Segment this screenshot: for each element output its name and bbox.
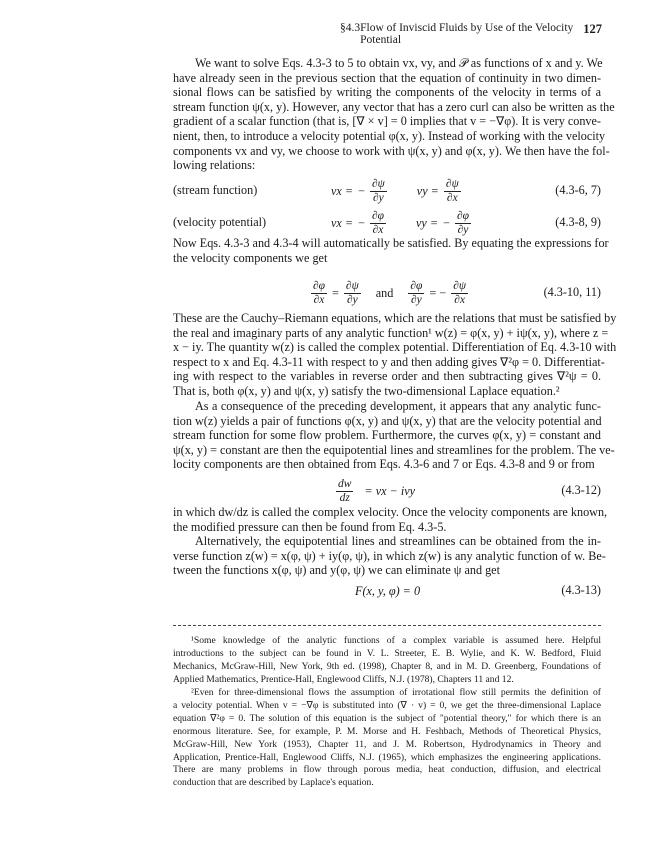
text-line: introductions to the subject can be found in V. L. Streeter, E. B. Wylie, and K. W. Bedford, Fluid	[173, 647, 601, 659]
text-line: the real and imaginary parts of any analytic function¹ w(z) = φ(x, y) + iψ(x, y), where z =	[173, 325, 609, 340]
text-line: x − iy. The quantity w(z) is called the complex potential. Differentiation of Eq. 4.3-10 with	[173, 340, 617, 355]
paragraph-cauchy-riemann	[173, 311, 617, 399]
text-line: ²Even for three-dimensional flows the assumption of irrotational flow still permits the definition of	[191, 687, 601, 698]
text-line: Now Eqs. 4.3-3 and 4.3-4 will automatically be satisfied. By equating the expressions for	[173, 236, 609, 250]
and-word: and	[375, 285, 394, 300]
fraction: $\frac{\partial\varphi}{\partial y}$	[410, 279, 423, 306]
lhs: vy =	[416, 183, 439, 198]
footnote-divider	[173, 625, 601, 626]
equation-complex-velocity	[173, 474, 601, 508]
equation-number: (4.3-12)	[561, 483, 601, 497]
text-line: have already seen in the previous section that the equation of continuity in two dimen-	[173, 70, 601, 85]
paragraph-alternatively	[173, 534, 606, 578]
equation-label: (stream function)	[173, 183, 258, 197]
text-line: tion w(z) yields a pair of functions φ(x, y) and ψ(x, y) that are the velocity potential and	[173, 413, 602, 428]
equation-number: (4.3-13)	[561, 583, 601, 597]
text-line: the velocity components we get	[173, 250, 328, 265]
equation-number: (4.3-6, 7)	[555, 183, 601, 197]
equation-F	[173, 574, 601, 608]
text-line: There are many problems in flow through porous media, heat conduction, diffusion, and electrical	[173, 764, 601, 776]
paragraph-consequence	[173, 399, 615, 472]
text-line: Applied Mathematics, Prentice-Hall, Englewood Cliffs, N.J. (1978), Chapters 11 and 12.	[173, 673, 514, 685]
equation-cauchy-riemann: $\frac{\partial\varphi}{\partial x}$ = $\frac{\partial\psi}{\partial y}$ and $\frac{\partial\varphi}{\partial y}$ = − $\frac{\partial\psi}{\partial x}$ (4.3-10, 11)	[313, 279, 601, 306]
footnote-1	[173, 635, 601, 687]
lhs: vx =	[331, 215, 354, 230]
text-line: ¹Some knowledge of the analytic functions of a complex variable is assumed here. Helpful	[191, 635, 601, 646]
text-line: in which dw/dz is called the complex velocity. Once the velocity components are known,	[173, 505, 608, 519]
lhs: vy =	[416, 215, 439, 230]
text-line: nient, then, to introduce a velocity potential φ(x, y). Instead of working with the velocity	[173, 128, 606, 143]
text-line: lowing relations:	[173, 158, 256, 173]
text-line: These are the Cauchy–Riemann equations, which are the relations that must be satisfied by	[173, 311, 617, 325]
fraction: $\frac{\partial\psi}{\partial y}$	[345, 279, 359, 306]
text-line: We want to solve Eqs. 4.3-3 to 5 to obtain vx, vy, and 𝒫 as functions of x and y. We	[195, 56, 603, 70]
fraction: $\frac{\partial\psi}{\partial y}$	[371, 177, 385, 204]
equation-stream-function: (stream function) vx = − $\frac{\partial\psi}{\partial y}$ vy = $\frac{\partial\psi}{\partial x}$ (4.3-6, 7)	[173, 177, 601, 204]
footnote-2	[173, 687, 601, 790]
text-line: sional flows can be satisfied by writing the components of the velocity in terms of a	[173, 85, 601, 100]
text-line: ing with respect to the variables in reverse order and then subtracting gives ∇²ψ = 0.	[173, 369, 601, 384]
running-title: Flow of Inviscid Fluids by Use of the Velocity Potential	[360, 22, 574, 46]
page-number: 127	[583, 22, 602, 36]
text-line: Alternatively, the equipotential lines and streamlines can be obtained from the in-	[195, 534, 601, 548]
rhs: = vx − ivy	[364, 483, 416, 498]
text-line: Mechanics, McGraw-Hill, New York, 9th ed. (1998), Chapter 8, and in M. D. Greenberg, Foundations of	[173, 660, 601, 672]
fraction: $\frac{dw}{dz}$	[338, 477, 352, 504]
text-line: components vx and vy, we choose to work with ψ(x, y) and φ(x, y). We then have the fol-	[173, 143, 610, 158]
paragraph-now-eqs	[173, 236, 609, 265]
paragraph-intro	[173, 56, 615, 173]
text-line: tween the functions x(φ, ψ) and y(φ, ψ) we can eliminate ψ and get	[173, 563, 500, 578]
text-line: equation ∇²φ = 0. The solution of this equation is the subject of "potential theory," for which there is an	[173, 712, 601, 724]
fraction: $\frac{\partial\varphi}{\partial x}$	[313, 279, 326, 306]
text-line: As a consequence of the preceding development, it appears that any analytic func-	[195, 399, 601, 413]
text-line: ψ(x, y) = constant are then the equipotential lines and streamlines for the problem. The ve-	[173, 442, 615, 457]
equation-number: (4.3-8, 9)	[555, 215, 601, 229]
expression: F(x, y, φ) = 0	[355, 583, 421, 598]
running-header	[340, 22, 602, 46]
text-line: conduction that are described by Laplace's equation.	[173, 777, 374, 789]
fraction: $\frac{\partial\psi}{\partial x}$	[445, 177, 459, 204]
equation-number: (4.3-10, 11)	[543, 285, 601, 299]
text-line: the modified pressure can then be found from Eq. 4.3-5.	[173, 519, 447, 534]
equation-label: (velocity potential)	[173, 215, 267, 229]
text-line: a velocity potential. When v = −∇φ is substituted into (∇ · v) = 0, we get the three-dimensional Laplace	[173, 699, 601, 711]
text-line: stream function for some flow problem. Furthermore, the curves φ(x, y) = constant and	[173, 428, 601, 443]
text-line: Application, Prentice-Hall, Englewood Cliffs, N.J. (1965), which emphasizes the engineering applications.	[173, 751, 601, 763]
text-line: respect to x and Eq. 4.3-11 with respect to y and then adding gives ∇²φ = 0. Differentiat-	[173, 354, 605, 369]
lhs: vx =	[331, 183, 354, 198]
text-line: verse function z(w) = x(φ, ψ) + iy(φ, ψ), in which z(w) is any analytic function of w. Be-	[173, 548, 606, 563]
equation-velocity-potential: (velocity potential) vx = − $\frac{\partial\varphi}{\partial x}$ vy = − $\frac{\partial\varphi}{\partial y}$ (4.3-8, 9)	[173, 209, 601, 236]
text-line: enormous literature. See, for example, P. M. Morse and H. Feshbach, Methods of Theoretical Physics,	[173, 725, 601, 737]
section-number: §4.3	[340, 22, 361, 34]
fraction: $\frac{\partial\varphi}{\partial x}$	[371, 209, 385, 236]
text-line: McGraw-Hill, New York (1953), Chapter 11, and J. M. Robertson, Hydrodynamics in Theory and	[173, 738, 601, 750]
text-line: That is, both φ(x, y) and ψ(x, y) satisfy the two-dimensional Laplace equation.²	[173, 383, 560, 398]
paragraph-complex-velocity	[173, 505, 608, 534]
text-line: gradient of a scalar function (that is, [∇ × v] = 0 implies that v = −∇φ). It is very conve-	[173, 114, 601, 129]
fraction: $\frac{\partial\psi}{\partial x}$	[453, 279, 467, 306]
text-line: locity components are then obtained from Eqs. 4.3-6 and 7 or Eqs. 4.3-8 and 9 or from	[173, 457, 595, 472]
text-line: stream function ψ(x, y). However, any vector that has a zero curl can also be written as the	[173, 99, 615, 114]
fraction: $\frac{\partial\varphi}{\partial y}$	[456, 209, 470, 236]
